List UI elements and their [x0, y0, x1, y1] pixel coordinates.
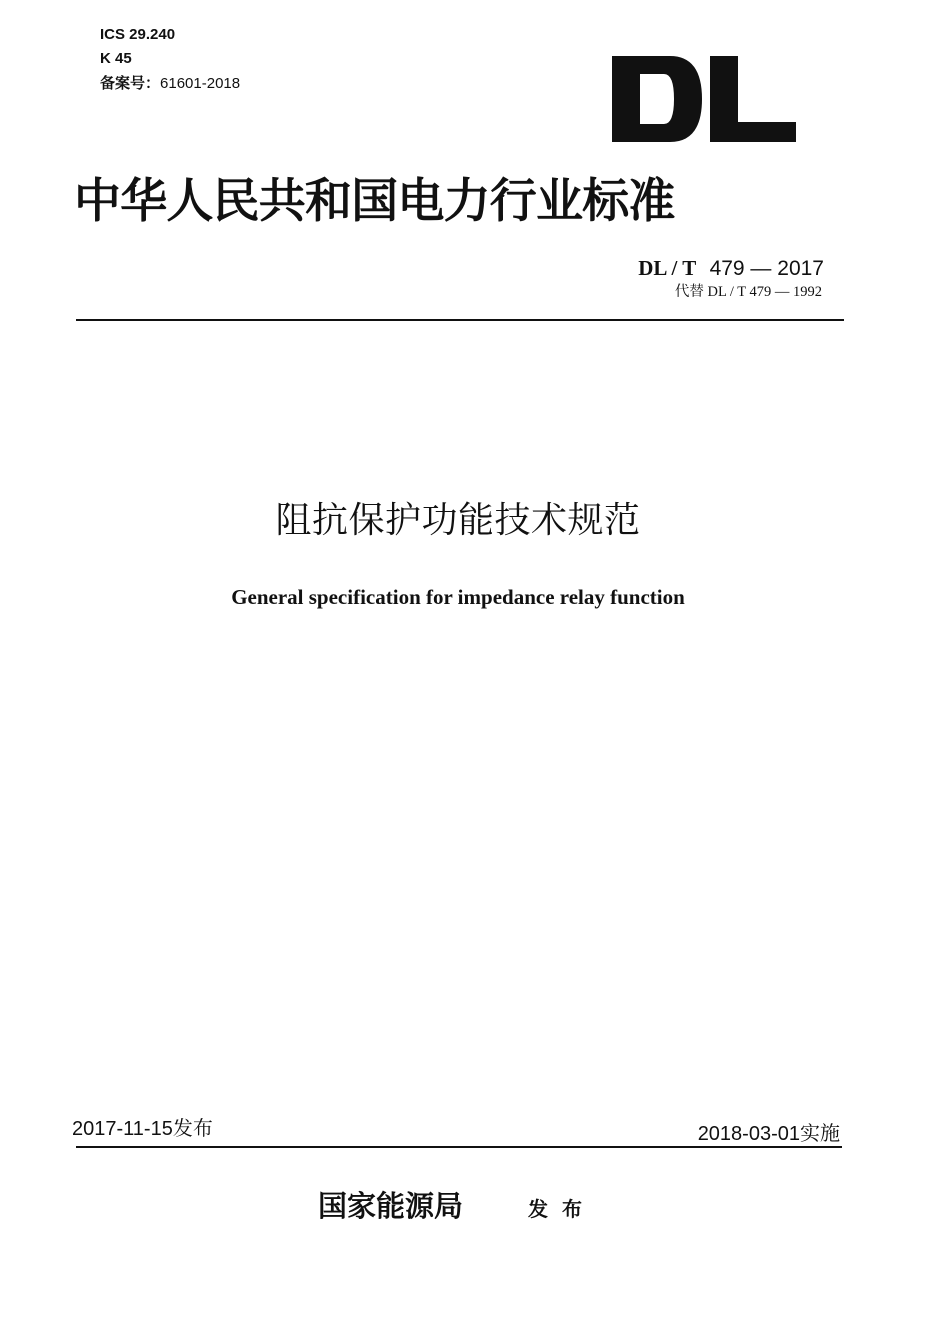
record-number	[100, 75, 240, 93]
standard-code: 479 — 2017	[709, 257, 824, 280]
replaces-standard: 代替 DL / T 479 — 1992	[674, 284, 822, 300]
implementation-date: 2018-03-01实施	[697, 1123, 840, 1145]
record-label: 备案号：	[100, 75, 161, 92]
classification-code: K 45	[100, 50, 132, 67]
ics-code: ICS 29.240	[100, 26, 176, 43]
footer-divider	[76, 1146, 842, 1148]
publisher-name: 国家能源局	[318, 1189, 464, 1223]
header-divider	[76, 319, 844, 321]
publish-action: 发布	[528, 1197, 596, 1221]
standard-prefix: DL / T	[638, 256, 697, 280]
issue-date: 2017-11-15发布	[72, 1118, 213, 1140]
standard-number	[638, 256, 824, 281]
document-title-en: General specification for impedance relay function	[231, 585, 685, 609]
record-value: 61601-2018	[160, 75, 241, 92]
org-title: 中华人民共和国电力行业标准	[74, 174, 675, 229]
dl-logo-icon	[612, 54, 796, 144]
document-title-cn: 阻抗保护功能技术规范	[275, 500, 641, 541]
logo-letter-d	[612, 56, 702, 142]
logo-letter-l	[710, 56, 796, 142]
